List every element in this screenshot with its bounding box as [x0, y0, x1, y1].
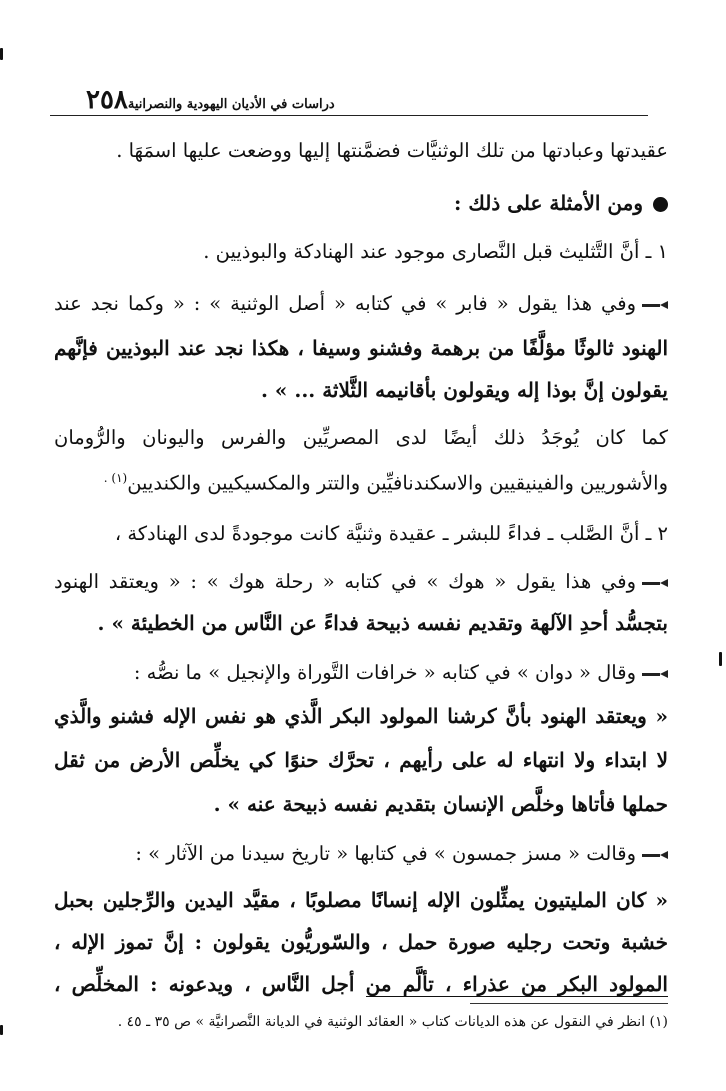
body-line: كما كان يُوجَدُ ذلك أيضًا لدى المصريِّين والفرس واليونان والرُّومان	[54, 426, 668, 449]
body-line: والأشوريين والفينيقيين والاسكندنافيِّين والتتر والمكسيكيين والكنديين$^{(١) .}$	[103, 471, 668, 495]
quote-line: « كان المليتيون يمثِّلون الإله إنسانًا مصلوبًا ، مقيَّد اليدين والرِّجلين بحبل	[54, 888, 668, 912]
pointing-hand-icon	[642, 851, 668, 859]
quote-line: وفي هذا يقول « فابر » في كتابه « أصل الوثنية » : « وكما نجد عند	[54, 284, 668, 324]
scan-edge-mark	[0, 48, 3, 60]
footnote: (١) انظر في النقول عن هذه الديانات كتاب « العقائد الوثنية في الديانة النَّصرانيَّة » ص ٣٥ ـ ٤٥ .	[117, 1014, 668, 1030]
underlined-phrase: المولود البكر من عذراء ، تألَّم من	[365, 972, 668, 996]
page-header	[48, 84, 648, 114]
quote-line: وقالت « مسز جمسون » في كتابها « تاريخ سيدنا من الآثار » :	[54, 834, 668, 874]
bullet-icon	[653, 197, 668, 212]
header-rule	[50, 115, 648, 116]
footnote-marker: (١) .	[103, 471, 128, 485]
pointing-hand-icon	[642, 301, 668, 309]
quote-line: حملها فأتاها وخلَّص الإنسان بتقديم نفسه ذبيحة عنه » .	[213, 792, 668, 816]
running-title: دراسات في الأديان اليهودية والنصرانية	[127, 97, 335, 112]
footnote-rule	[470, 1003, 668, 1004]
quote-line: وقال « دوان » في كتابه « خرافات التَّوراة والإنجيل » ما نصُّه :	[54, 653, 668, 693]
section-heading: ومن الأمثلة على ذلك :	[54, 183, 668, 223]
quote-line: وفي هذا يقول « هوك » في كتابه « رحلة هوك » : « ويعتقد الهنود	[54, 562, 668, 602]
quote-line: الهنود ثالوثًا مؤلَّفًا من برهمة وفشنو وسيفا ، هكذا نجد عند البوذيين فإنَّهم	[54, 336, 668, 360]
page-number: ٢٥٨	[86, 85, 128, 115]
body-line: ١ ـ أنَّ التَّثليث قبل النَّصارى موجود عند الهنادكة والبوذيين .	[203, 240, 668, 263]
quote-line: يقولون إنَّ بوذا إله ويقولون بأقانيمه الثَّلاثة ... » .	[260, 378, 668, 402]
body-line: عقيدتها وعبادتها من تلك الوثنيَّات فضمَّنتها إليها ووضعت عليها اسمَهَا .	[116, 139, 668, 162]
body-line: ٢ ـ أنَّ الصَّلب ـ فداءً للبشر ـ عقيدة وثنيَّة كانت موجودةً لدى الهنادكة ،	[114, 522, 668, 545]
quote-line: بتجسُّد أحدِ الآلهة وتقديم نفسه ذبيحة فداءً عن النَّاس من الخطيئة » .	[97, 611, 668, 635]
quote-line: المولود البكر من عذراء ، تألَّم من أجل النَّاس ، ويدعونه : المخلِّص ،	[54, 972, 668, 996]
quote-line: لا ابتداء ولا انتهاء له على رأيهم ، تحرَّك حنوًا كي يخلِّص الأرض من ثقل	[54, 748, 668, 772]
scan-edge-mark	[719, 652, 722, 666]
quote-line: خشبة وتحت رجليه صورة حمل ، والسّوريُّون يقولون : إنَّ تموز الإله ،	[54, 930, 668, 954]
pointing-hand-icon	[642, 670, 668, 678]
quote-line: « ويعتقد الهنود بأنَّ كرشنا المولود البكر الَّذي هو نفس الإله فشنو والَّذي	[54, 704, 668, 728]
scan-edge-mark	[0, 1025, 3, 1035]
pointing-hand-icon	[642, 579, 668, 587]
